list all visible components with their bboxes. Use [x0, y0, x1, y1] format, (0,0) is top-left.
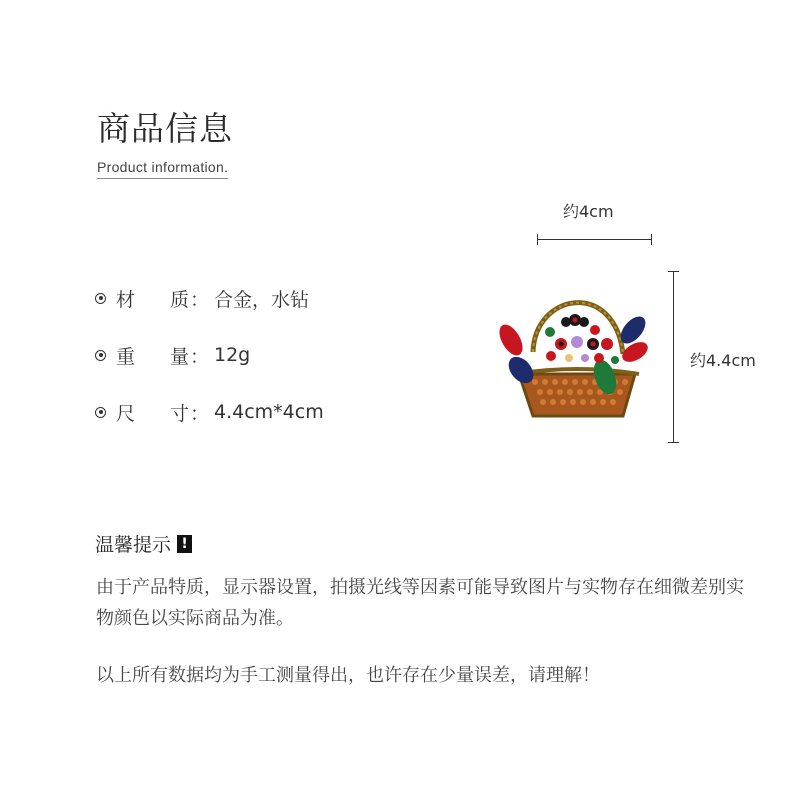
spec-colon: ： — [190, 402, 210, 425]
bullet-icon — [95, 407, 106, 418]
height-dimension-label: 约4.4cm — [690, 351, 756, 370]
tips-heading-text: 温馨提示 — [95, 534, 172, 556]
title-block — [97, 107, 233, 179]
page-title: 商品信息 — [97, 109, 233, 148]
spec-colon: ： — [190, 345, 210, 368]
flower-basket-brooch-image — [495, 282, 660, 442]
spec-row-weight — [95, 343, 250, 367]
spec-row-size — [95, 400, 324, 424]
height-dimension-line — [673, 271, 674, 443]
spec-label: 量 — [170, 345, 190, 368]
bullet-icon — [95, 350, 106, 361]
width-dimension-label: 约4cm — [563, 202, 614, 221]
spec-row-material — [95, 286, 309, 310]
spec-label: 质 — [170, 288, 190, 311]
width-dimension-line — [537, 239, 652, 240]
tips-paragraph-1: 由于产品特质，显示器设置，拍摄光线等因素可能导致图片与实物存在细微差别实物颜色以实际商品为准。 — [96, 577, 744, 629]
warning-icon: ! — [177, 535, 192, 553]
spec-label: 寸 — [170, 402, 190, 425]
height-dimension-cap — [668, 442, 679, 443]
bullet-icon — [95, 293, 106, 304]
tips-heading — [95, 530, 192, 557]
spec-value: 12g — [214, 344, 251, 366]
spec-colon: ： — [190, 288, 210, 311]
width-dimension-cap — [651, 234, 652, 245]
page-subtitle: Product information. — [97, 159, 228, 179]
spec-label: 尺 — [116, 402, 136, 425]
spec-value: 合金，水钻 — [214, 288, 310, 311]
tips-paragraph-2: 以上所有数据均为手工测量得出，也许存在少量误差，请理解！ — [96, 665, 600, 686]
height-dimension-cap — [668, 271, 679, 272]
spec-label: 重 — [116, 345, 136, 368]
width-dimension-cap — [537, 234, 538, 245]
spec-value: 4.4cm*4cm — [214, 401, 324, 423]
spec-label: 材 — [116, 288, 136, 311]
